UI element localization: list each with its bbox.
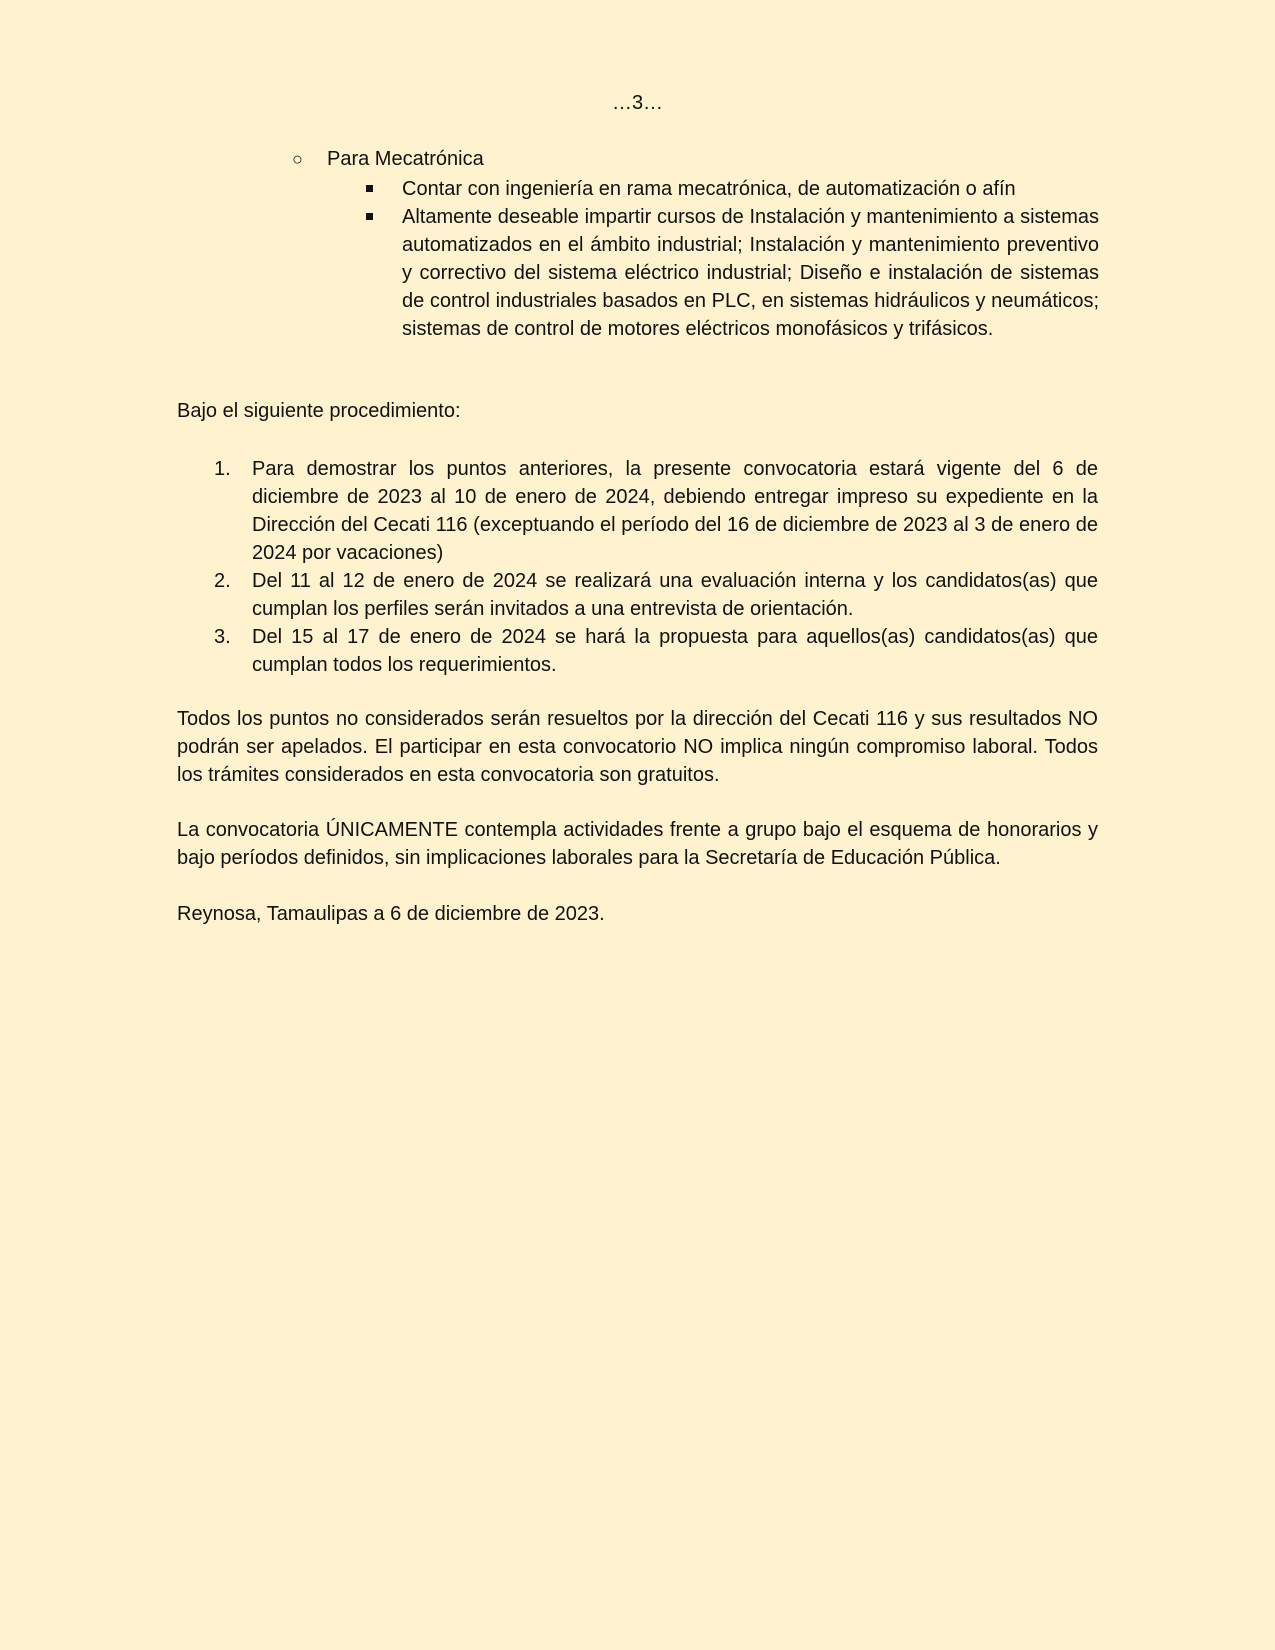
square-bullet-icon [366,203,402,343]
procedure-steps [214,455,1098,679]
step-number: 1. [214,458,231,480]
list-item [366,175,1099,203]
step-text: Del 11 al 12 de enero de 2024 se realizará una evaluación interna y los candidatos(as) que cumplan los perfiles serán invitados a una entrevista de orientación. [252,570,1098,620]
requirement-text: Altamente deseable impartir cursos de Instalación y mantenimiento a sistemas automatizados en el ámbito industrial; Instalación y mantenimiento preventivo y correctivo del sistema eléctrico industrial; Diseño e instalación de sistemas de control industriales basados en PLC, en sistemas hidráulicos y neumáticos; sistemas de control de motores eléctricos monofásicos y trifásicos. [402,206,1099,340]
page-number: …3… [611,92,664,114]
step-text: Del 15 al 17 de enero de 2024 se hará la propuesta para aquellos(as) candidatos(as) que cumplan todos los requerimientos. [252,626,1098,676]
section-heading [292,145,1052,173]
step-text: Para demostrar los puntos anteriores, la presente convocatoria estará vigente del 6 de diciembre de 2023 al 10 de enero de 2024, debiendo entregar impreso su expediente en la Dirección del Cecati 116 (exceptuando el período del 16 de diciembre de 2023 al 3 de enero de 2024 por vacaciones) [252,458,1098,564]
paragraph: La convocatoria ÚNICAMENTE contempla actividades frente a grupo bajo el esquema de honorarios y bajo períodos definidos, sin implicaciones laborales para la Secretaría de Educación Pública. [177,819,1098,869]
step-number: 3. [214,626,231,648]
list-item [214,567,1098,623]
section-title: Para Mecatrónica [327,148,484,170]
square-bullet-icon [366,175,402,203]
place-date: Reynosa, Tamaulipas a 6 de diciembre de 2023. [177,903,605,925]
requirement-text: Contar con ingeniería en rama mecatrónica, de automatización o afín [402,178,1016,200]
circle-bullet-icon: ○ [292,149,303,169]
list-item [366,203,1099,343]
list-item [214,455,1098,567]
list-item [214,623,1098,679]
step-number: 2. [214,570,231,592]
paragraph: Todos los puntos no considerados serán resueltos por la dirección del Cecati 116 y sus resultados NO podrán ser apelados. El participar en esta convocatorio NO implica ningún compromiso laboral. Todos los trámites considerados en esta convocatoria son gratuitos. [177,708,1098,786]
procedure-intro: Bajo el siguiente procedimiento: [177,400,461,422]
requirements-list [366,175,1099,343]
